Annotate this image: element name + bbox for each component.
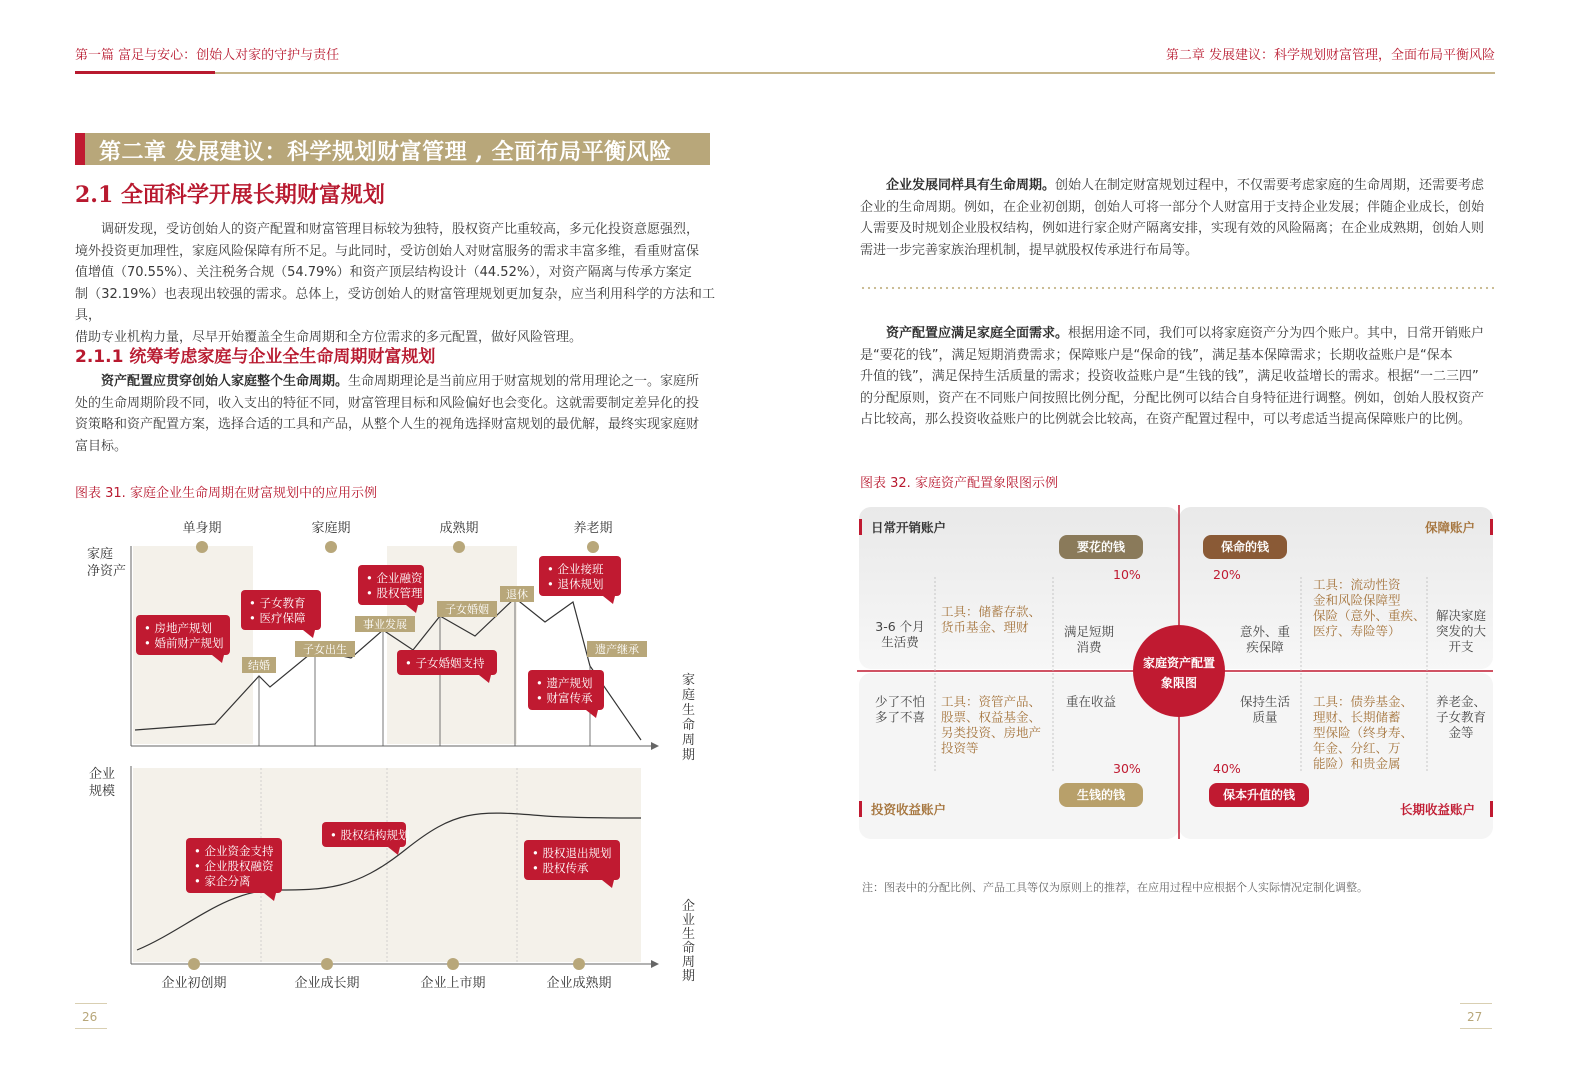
running-header-left: 第一篇 富足与安心：创始人对家的守护与责任 — [75, 48, 340, 63]
family-callout-text: • 房地产规划 — [144, 621, 212, 635]
family-stage-label: 单身期 — [182, 521, 222, 536]
enterprise-callout-text: • 企业股权融资 — [194, 859, 274, 873]
enterprise-paragraph: 企业发展同样具有生命周期。创始人在制定财富规划过程中，不仅需要考虑家庭的生命周期，还需要考虑 企业的生命周期。例如，在企业初创期，创始人可将一部分个人财富用于支持企业发展；伴随企业成长，创始 人需要及时规划企业股权结构，例如进行家企财产隔离安排，实现有效的风险隔离；在企业成熟期，创始人则 需进一步完善家族治理机制，提早就股权传承进行布局等。 — [860, 178, 1485, 258]
family-callout-text: • 子女婚姻支持 — [405, 656, 485, 670]
figure-31-caption: 图表 31. 家庭企业生命周期在财富规划中的应用示例 — [75, 486, 377, 501]
family-stage-marker — [587, 541, 599, 553]
svg-text:型保险（终身寿、: 型保险（终身寿、 — [1313, 725, 1414, 740]
svg-text:多了不喜: 多了不喜 — [874, 709, 926, 725]
figure-32-caption: 图表 32. 家庭资产配置象限图示例 — [860, 476, 1058, 491]
svg-text:解决家庭: 解决家庭 — [1435, 608, 1487, 623]
svg-text:保持生活: 保持生活 — [1239, 694, 1291, 709]
family-stage-marker — [453, 541, 465, 553]
enterprise-callout-text: • 股权传承 — [532, 861, 589, 875]
svg-text:医疗、寿险等）: 医疗、寿险等） — [1313, 623, 1401, 639]
lifecycle-paragraph: 资产配置应贯穿创始人家庭整个生命周期。生命周期理论是当前应用于财富规划的常用理论之一。家庭所 处的生命周期阶段不同，收入支出的特征不同，财富管理目标和风险偏好也会变化。这就需要制定差异化的投 资策略和资产配置方案，选择合适的工具和产品，从整个人生的视角选择财富规划的最优解，最终实现家庭财 富目标。 — [75, 374, 700, 454]
svg-text:金等: 金等 — [1448, 725, 1474, 740]
page-number-rule-left — [75, 1003, 107, 1004]
svg-text:满足短期: 满足短期 — [1063, 624, 1115, 639]
svg-text:少了不怕: 少了不怕 — [874, 694, 926, 709]
svg-text:要花的钱: 要花的钱 — [1076, 540, 1126, 554]
svg-text:另类投资、房地产: 另类投资、房地产 — [941, 725, 1042, 740]
q1-pct: 10% — [1113, 567, 1141, 582]
family-callout-text: • 退休规划 — [547, 577, 604, 591]
allocation-paragraph: 资产配置应满足家庭全面需求。根据用途不同，我们可以将家庭资产分为四个账户。其中，日常开销账户 是“要花的钱”，满足短期消费需求；保障账户是“保命的钱”，满足基本保障需求；长期收益账户是“保本 升值的钱”，满足保持生活质量的需求；投资收益账户是“生钱的钱”，满足收益增长的需求。根据“一二三四” 的分配原则，资产在不同账户间按照比例分配，分配比例可以结合自身特征进行调整。例如，创始人股权资产 占比较高，那么投资收益账户的比例就会比较高，在资产配置过程中，可以考虑适当提高保障账户的比例。 — [860, 326, 1485, 427]
q3-pct: 30% — [1113, 761, 1141, 776]
page-number-rule-right-2 — [1460, 1028, 1492, 1029]
svg-text:开支: 开支 — [1448, 639, 1474, 654]
dotted-divider — [860, 286, 1494, 290]
family-stage-marker — [325, 541, 337, 553]
quadrant-diagram — [857, 505, 1497, 843]
family-event-label: 退休 — [506, 588, 528, 601]
svg-text:保险（意外、重疾、: 保险（意外、重疾、 — [1313, 608, 1426, 623]
enterprise-stage-marker — [573, 958, 585, 970]
family-stage-label: 成熟期 — [439, 521, 479, 536]
svg-text:养老金、: 养老金、 — [1435, 694, 1487, 709]
svg-text:保本升值的钱: 保本升值的钱 — [1222, 788, 1296, 802]
family-callout-text: • 遗产规划 — [536, 676, 593, 690]
enterprise-callout-text: • 股权退出规划 — [532, 846, 612, 860]
enterprise-stage-marker — [447, 958, 459, 970]
section-title: 2.1 全面科学开展长期财富规划 — [75, 182, 385, 208]
figure-note: 注：图表中的分配比例、产品工具等仅为原则上的推荐，在应用过程中应根据个人实际情况定制化调整。 — [862, 881, 1368, 894]
family-y-label: 家庭净资产 — [87, 547, 127, 579]
svg-text:疾保障: 疾保障 — [1246, 639, 1284, 655]
q3-account: 投资收益账户 — [871, 802, 947, 817]
subsection-title: 2.1.1 统筹考虑家庭与企业全生命周期财富规划 — [75, 347, 436, 367]
page-number-rule-right — [1460, 1003, 1492, 1004]
family-callout-text: • 股权管理 — [366, 586, 423, 600]
enterprise-y-label: 规模 — [89, 784, 116, 799]
chapter-title-band — [75, 133, 710, 165]
family-callout-text: • 财富传承 — [536, 691, 593, 705]
enterprise-callout-text: • 家企分离 — [194, 874, 251, 888]
svg-text:意外、重: 意外、重 — [1239, 624, 1291, 639]
enterprise-callout-text: • 企业资金支持 — [194, 844, 274, 858]
enterprise-stage-label: 企业成长期 — [294, 976, 360, 991]
intro-paragraph: 调研发现，受访创始人的资产配置和财富管理目标较为独特，股权资产比重较高，多元化投资意愿强烈， 境外投资更加理性，家庭风险保障有所不足。与此同时，受访创始人对财富服务的需求丰富多维，看重财富保 值增值（70.55%）、关注税务合规（54.79%）和资产顶层结构设计（44.52%），对资产隔离与传承方案定 制（32.19%）也表现出较强的需求。总体上，受访创始人的财富管理规划更加复杂，应当利用科学的方法和工具， 借助专业机构力量，尽早开始覆盖全生命周期和全方位需求的多元配置，做好风险管理。 — [75, 222, 715, 345]
q4-pct: 40% — [1213, 761, 1241, 776]
svg-text:工具：资管产品、: 工具：资管产品、 — [941, 694, 1042, 709]
family-callout-text: • 婚前财产规划 — [144, 636, 224, 650]
running-header-right: 第二章 发展建议：科学规划财富管理，全面布局平衡风险 — [1165, 48, 1495, 63]
header-rule-accent — [75, 71, 215, 74]
page-number-right: 27 — [1467, 1010, 1483, 1024]
svg-text:子女教育: 子女教育 — [1435, 709, 1487, 725]
enterprise-x-label: 企业生命周期 — [682, 899, 696, 984]
svg-text:象限图: 象限图 — [1160, 676, 1198, 690]
q4-account: 长期收益账户 — [1399, 802, 1475, 817]
svg-text:家庭资产配置: 家庭资产配置 — [1142, 656, 1216, 670]
enterprise-stage-label: 企业上市期 — [420, 976, 486, 991]
svg-text:投资等: 投资等 — [941, 740, 979, 756]
family-callout-text: • 企业接班 — [547, 562, 604, 576]
family-event-label: 子女出生 — [303, 643, 347, 656]
svg-text:生活费: 生活费 — [881, 634, 919, 650]
chapter-title: 第二章 发展建议：科学规划财富管理 , 全面布局平衡风险 — [99, 139, 672, 165]
svg-text:消费: 消费 — [1076, 639, 1102, 655]
q1-account: 日常开销账户 — [871, 520, 947, 535]
enterprise-y-label: 企业 — [89, 767, 116, 782]
page-number-left: 26 — [82, 1010, 98, 1024]
svg-text:重在收益: 重在收益 — [1065, 694, 1117, 709]
q2-account: 保障账户 — [1424, 520, 1475, 535]
family-stage-label: 养老期 — [573, 521, 613, 536]
page-number-rule-left-2 — [75, 1028, 107, 1029]
enterprise-stage-label: 企业初创期 — [161, 976, 227, 991]
enterprise-stage-marker — [321, 958, 333, 970]
family-event-label: 子女婚姻 — [445, 603, 489, 616]
family-x-label: 家庭生命周期 — [682, 673, 696, 763]
q2-pct: 20% — [1213, 567, 1241, 582]
svg-text:突发的大: 突发的大 — [1435, 623, 1487, 639]
svg-text:理财、长期储蓄: 理财、长期储蓄 — [1313, 709, 1401, 725]
family-callout-text: • 医疗保障 — [249, 611, 306, 625]
family-event-label: 遗产继承 — [595, 643, 639, 656]
svg-text:货币基金、理财: 货币基金、理财 — [941, 619, 1029, 635]
family-stage-label: 家庭期 — [311, 521, 351, 536]
enterprise-stage-label: 企业成熟期 — [546, 976, 612, 991]
svg-text:股票、权益基金、: 股票、权益基金、 — [941, 709, 1042, 725]
family-event-label: 结婚 — [248, 659, 270, 672]
family-callout-text: • 子女教育 — [249, 596, 306, 610]
enterprise-stage-marker — [188, 958, 200, 970]
family-event-label: 事业发展 — [363, 618, 407, 631]
enterprise-callout-text: • 股权结构规划 — [330, 828, 410, 842]
svg-text:年金、分红、万: 年金、分红、万 — [1313, 740, 1401, 756]
svg-text:金和风险保障型: 金和风险保障型 — [1313, 592, 1401, 608]
family-stage-marker — [196, 541, 208, 553]
svg-text:工具：储蓄存款、: 工具：储蓄存款、 — [941, 604, 1042, 619]
svg-text:3-6 个月: 3-6 个月 — [875, 619, 925, 634]
svg-text:保命的钱: 保命的钱 — [1220, 540, 1270, 554]
header-rule — [75, 72, 1495, 74]
svg-text:工具：债券基金、: 工具：债券基金、 — [1313, 694, 1414, 709]
lifecycle-diagram — [75, 510, 715, 1000]
svg-text:工具：流动性资: 工具：流动性资 — [1313, 577, 1401, 592]
svg-text:能险）和贵金属: 能险）和贵金属 — [1313, 756, 1401, 771]
family-callout-text: • 企业融资 — [366, 571, 423, 585]
svg-text:质量: 质量 — [1252, 709, 1278, 725]
svg-text:生钱的钱: 生钱的钱 — [1076, 788, 1126, 802]
